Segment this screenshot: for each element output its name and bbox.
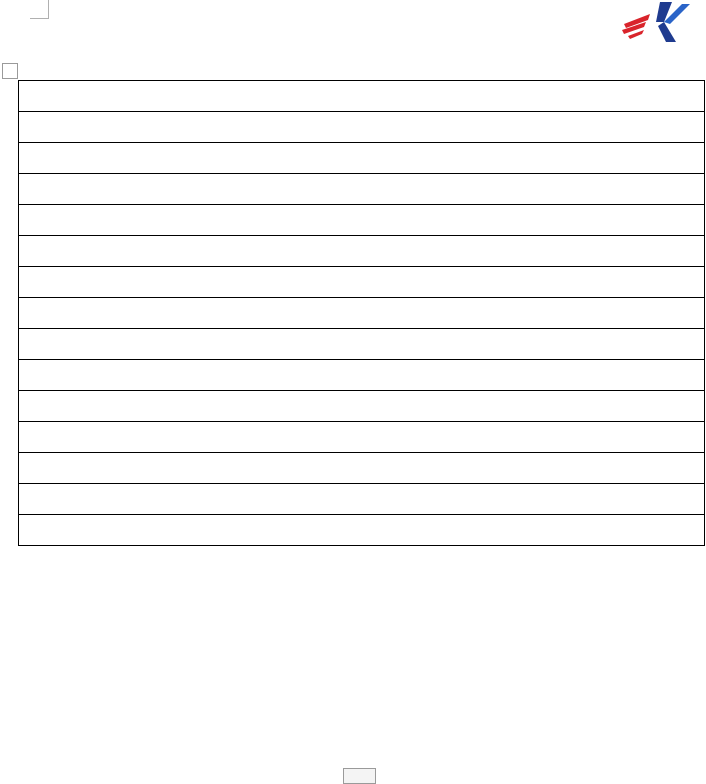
spec-cell[interactable] xyxy=(19,360,705,391)
spec-row xyxy=(19,391,705,422)
spec-table-body xyxy=(19,81,705,546)
spec-cell[interactable] xyxy=(19,515,705,546)
spec-cell[interactable] xyxy=(19,484,705,515)
company-logo xyxy=(596,0,706,76)
spec-cell[interactable] xyxy=(19,267,705,298)
spec-row xyxy=(19,236,705,267)
spec-row xyxy=(19,81,705,112)
spec-row xyxy=(19,298,705,329)
spec-cell[interactable] xyxy=(19,112,705,143)
spec-row xyxy=(19,515,705,546)
spec-row xyxy=(19,205,705,236)
spec-row xyxy=(19,174,705,205)
spec-row xyxy=(19,422,705,453)
table-move-handle[interactable] xyxy=(2,63,18,79)
spec-cell[interactable] xyxy=(19,174,705,205)
spec-row xyxy=(19,360,705,391)
spec-cell[interactable] xyxy=(19,329,705,360)
spec-cell[interactable] xyxy=(19,422,705,453)
spec-row xyxy=(19,112,705,143)
rk-logo-icon xyxy=(620,0,690,46)
spec-cell[interactable] xyxy=(19,391,705,422)
spec-cell[interactable] xyxy=(19,298,705,329)
add-row-button[interactable] xyxy=(343,768,376,784)
spec-table xyxy=(18,80,705,546)
spec-cell[interactable] xyxy=(19,453,705,484)
spec-cell[interactable] xyxy=(19,205,705,236)
spec-row xyxy=(19,143,705,174)
spec-cell[interactable] xyxy=(19,236,705,267)
spec-row xyxy=(19,267,705,298)
spec-row xyxy=(19,329,705,360)
spec-cell[interactable] xyxy=(19,81,705,112)
spec-row xyxy=(19,484,705,515)
spec-cell[interactable] xyxy=(19,143,705,174)
spec-row xyxy=(19,453,705,484)
page-corner-mark xyxy=(30,0,49,19)
